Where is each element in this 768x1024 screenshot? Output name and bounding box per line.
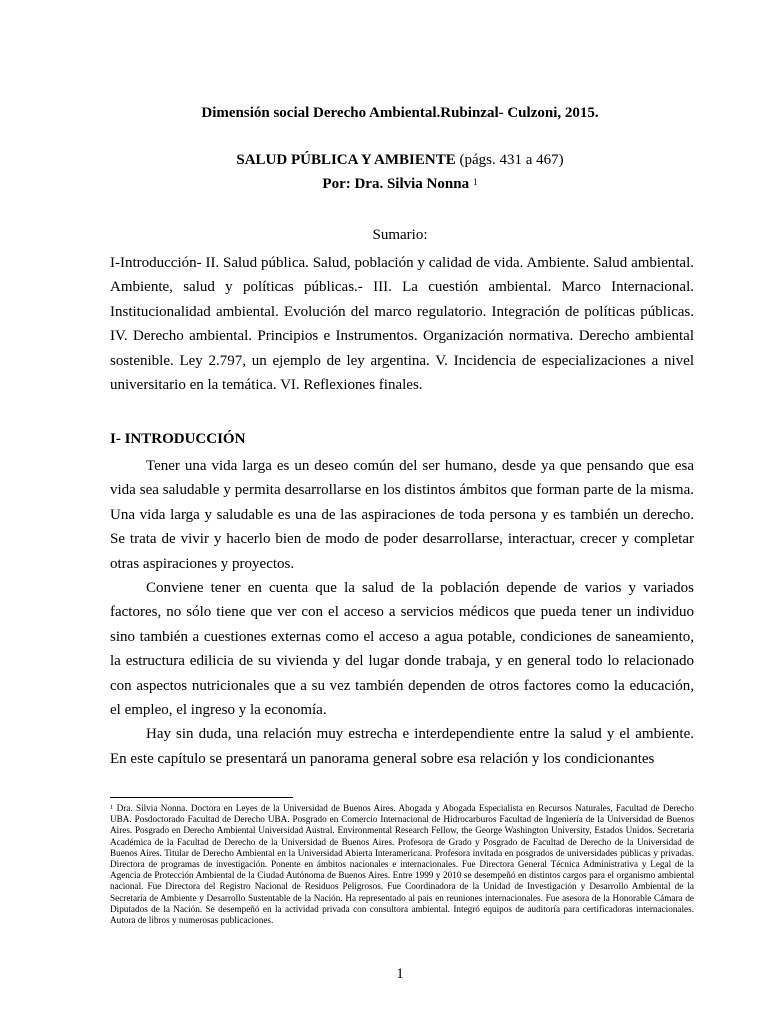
page-number: 1 [396, 966, 404, 982]
author-footnote-ref[interactable]: 1 [473, 177, 478, 187]
chapter-title-line [80, 150, 720, 170]
introduction-body [110, 454, 694, 771]
section-heading-introduccion: I- INTRODUCCIÓN [110, 431, 246, 447]
sumario-label: Sumario: [372, 227, 428, 243]
footnote [110, 803, 694, 926]
paragraph: Hay sin duda, una relación muy estrecha e interdependiente entre la salud y el ambiente. En este capítulo se presentará un panorama general sobre esa relación y los condicionantes [110, 726, 694, 767]
paragraph: Tener una vida larga es un deseo común del ser humano, desde ya que pensando que esa vida sea saludable y permita desarrollarse en los distintos ámbitos que forman parte de la misma. Una vida larga y saludable es una de las aspiraciones de toda persona y es también un derecho. Se trata de vivir y hacerlo bien de modo de poder desarrollarse, interactuar, crecer y completar otras aspiraciones y proyectos. [110, 458, 694, 572]
footnote-mark: 1 [110, 804, 114, 811]
chapter-title: SALUD PÚBLICA Y AMBIENTE [236, 152, 456, 168]
paragraph: Conviene tener en cuenta que la salud de la población depende de varios y variados factores, no sólo tiene que ver con el acceso a servicios médicos que pueda tener un individuo sino también a cuestiones externas como el acceso a agua potable, condiciones de saneamiento, la estructura edilicia de su vivienda y del lugar donde trabaja, y en general todo lo relacionado con aspectos nutricionales que a su vez también dependen de otros factores como la educación, el empleo, el ingreso y la economía. [110, 580, 694, 719]
sumario-text: I-Introducción- II. Salud pública. Salud, población y calidad de vida. Ambiente. Salud ambiental. Ambiente, salud y políticas públicas.- III. La cuestión ambiental. Marco Internacional. Institucionalidad ambiental. Evolución del marco regulatorio. Integración de políticas públicas. IV. Derecho ambiental. Principios e Instrumentos. Organización normativa. Derecho ambiental sostenible. Ley 2.797, un ejemplo de ley argentina. V. Incidencia de especializaciones a nivel universitario en la temática. VI. Reflexiones finales. [110, 255, 694, 394]
document-header-title: Dimensión social Derecho Ambiental.Rubinzal- Culzoni, 2015. [201, 105, 599, 121]
author-line [80, 174, 720, 194]
author-name: Por: Dra. Silvia Nonna [322, 176, 470, 192]
chapter-pages: (págs. 431 a 467) [459, 152, 564, 168]
footnote-separator [110, 797, 293, 798]
footnote-text: Dra. Silvia Nonna. Doctora en Leyes de la Universidad de Buenos Aires. Abogada y Abogada Especialista en Recursos Naturales, Facultad de Derecho UBA. Posdoctorado Facultad de Derecho UBA. Posgrado en Comercio Internacional de Hidrocarburos Facultad de Ingeniería de la Universidad de Buenos Aires. Posgrado en Derecho Ambiental Universidad Austral. Environmental Research Fellow, the George Washington University, Estados Unidos. Secretaria Académica de la Facultad de Derecho de la Universidad de Buenos Aires. Profesora de Grado y Posgrado de Facultad de Derecho de la Universidad de Buenos Aires. Titular de Derecho Ambiental en la Universidad Abierta Interamericana. Profesora invitada en posgrados de universidades públicas y privadas. Directora de programas de investigación. Ponente en ámbitos nacionales e internacionales. Fue Directora General Técnica Administrativa y Legal de la Agencia de Protección Ambiental de la Ciudad Autónoma de Buenos Aires. Entre 1999 y 2010 se desempeñó en distintos cargos para el organismo ambiental nacional. Fue Directora del Registro Nacional de Residuos Peligrosos. Fue Coordinadora de la Unidad de Investigación y Desarrollo Ambiental de la Secretaría de Ambiente y Desarrollo Sustentable de la Nación. Ha representado al país en reuniones internacionales. Fue asesora de la Honorable Cámara de Diputados de la Nación. Se desempeñó en la actividad privada con consultora ambiental. Integró equipos de auditoría para certificadoras internacionales. Autora de libros y numerosas publicaciones. [110, 803, 694, 926]
